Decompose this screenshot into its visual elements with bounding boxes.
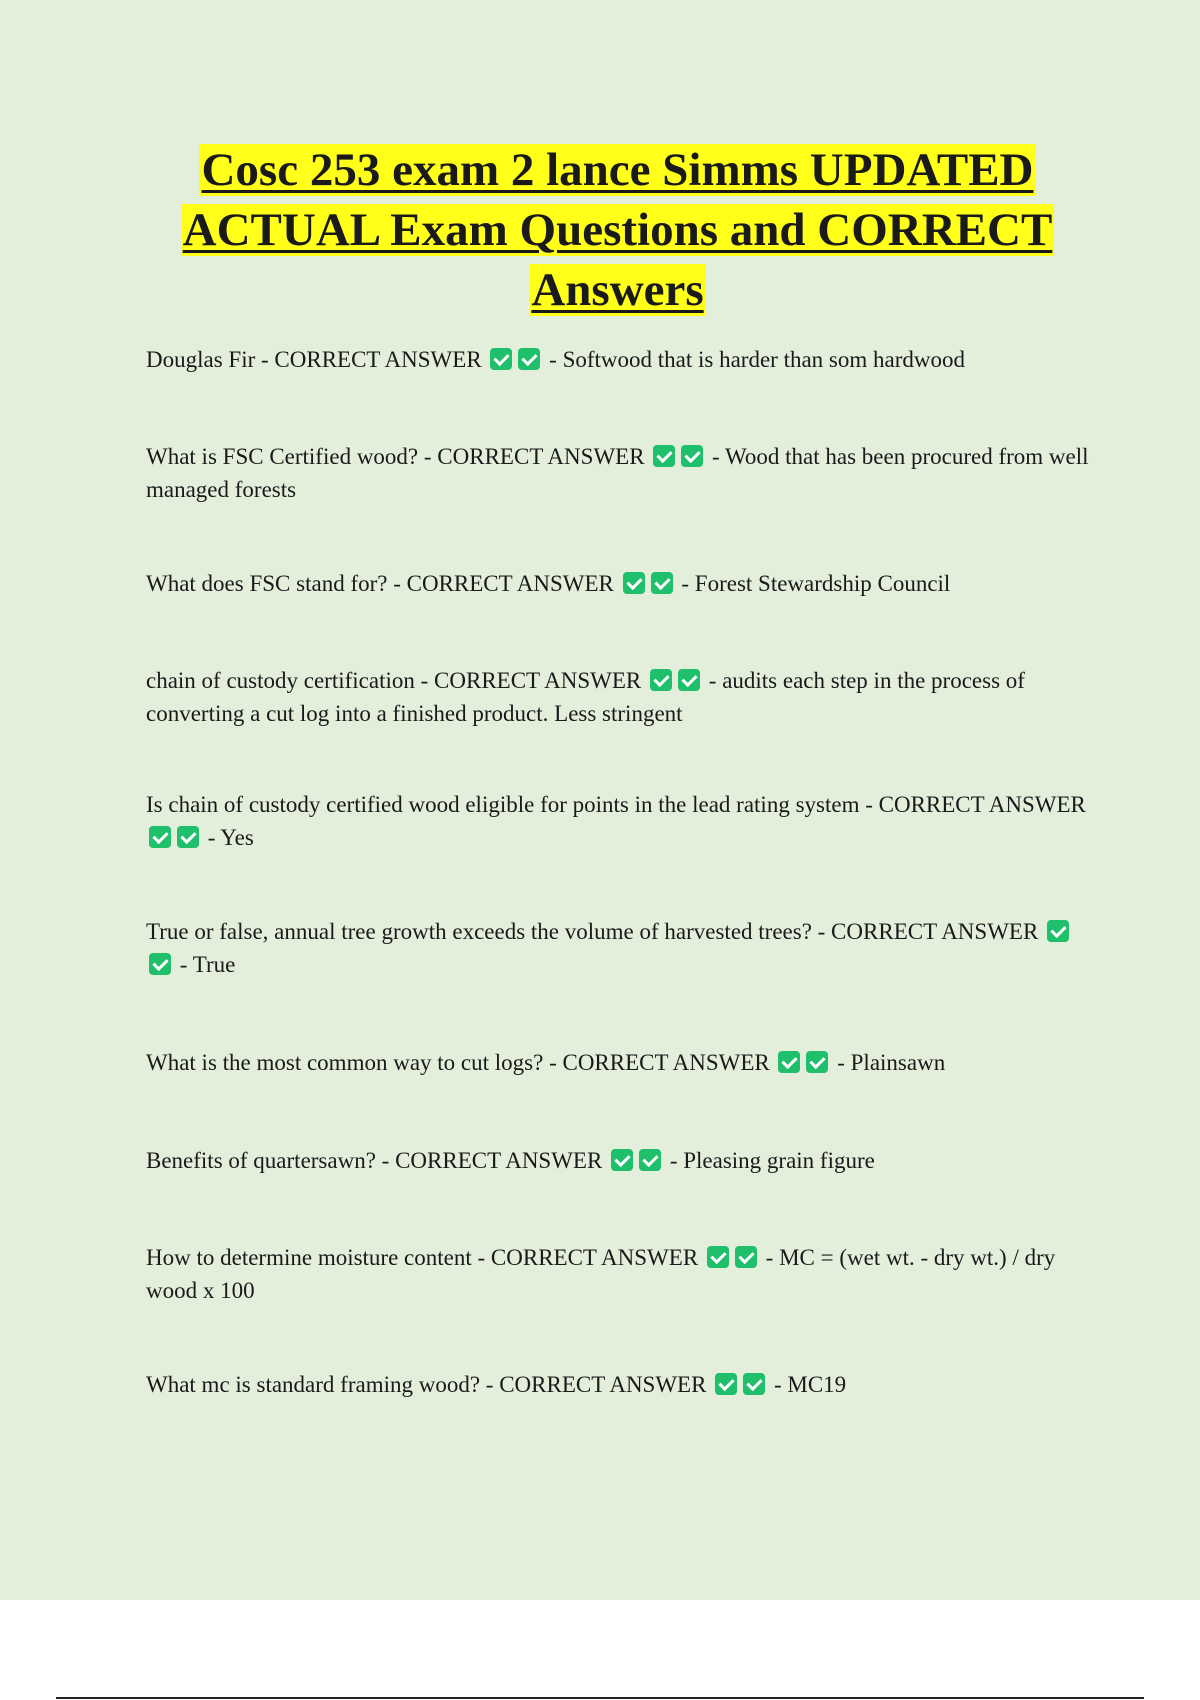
qa-item <box>146 1241 1096 1307</box>
qa-item <box>146 664 1096 730</box>
qa-item <box>146 343 1096 376</box>
check-mark-icon <box>806 1051 828 1073</box>
check-mark-icon <box>743 1373 765 1395</box>
check-mark-icon <box>715 1373 737 1395</box>
question-text: chain of custody certification - CORRECT ANSWER <box>146 668 642 693</box>
qa-item <box>146 915 1096 981</box>
title-line-1: Cosc 253 exam 2 lance Simms UPDATED <box>201 144 1034 196</box>
answer-text: - Yes <box>207 825 254 850</box>
qa-item <box>146 788 1096 854</box>
qa-item <box>146 567 1096 600</box>
answer-text: - Plainsawn <box>837 1050 946 1075</box>
check-mark-icon <box>611 1149 633 1171</box>
check-mark-icon <box>735 1246 757 1268</box>
question-text: What does FSC stand for? - CORRECT ANSWER <box>146 571 614 596</box>
question-text: Is chain of custody certified wood eligible for points in the lead rating system - CORRECT ANSWER <box>146 792 1086 817</box>
question-text: What is FSC Certified wood? - CORRECT ANSWER <box>146 444 645 469</box>
qa-item <box>146 1368 1096 1401</box>
check-mark-icon <box>177 826 199 848</box>
answer-text: - Wood that has been procured from well managed forests <box>146 444 1089 502</box>
answer-text: - audits each step in the process of converting a cut log into a finished product. Less stringent <box>146 668 1025 726</box>
question-text: How to determine moisture content - CORRECT ANSWER <box>146 1245 699 1270</box>
question-text: Benefits of quartersawn? - CORRECT ANSWER <box>146 1148 603 1173</box>
check-mark-icon <box>149 826 171 848</box>
answer-text: - Pleasing grain figure <box>669 1148 875 1173</box>
check-mark-icon <box>778 1051 800 1073</box>
qa-item <box>146 440 1096 506</box>
answer-text: - Forest Stewardship Council <box>681 571 951 596</box>
question-text: What is the most common way to cut logs? - CORRECT ANSWER <box>146 1050 770 1075</box>
check-mark-icon <box>623 572 645 594</box>
check-mark-icon <box>650 669 672 691</box>
page-divider <box>56 1697 1144 1699</box>
qa-item <box>146 1144 1096 1177</box>
answer-text: - MC = (wet wt. - dry wt.) / dry wood x 100 <box>146 1245 1056 1303</box>
check-mark-icon <box>149 953 171 975</box>
document-title <box>120 140 1115 320</box>
title-line-2: ACTUAL Exam Questions and CORRECT <box>182 204 1053 256</box>
check-mark-icon <box>707 1246 729 1268</box>
qa-item <box>146 1046 1096 1079</box>
check-mark-icon <box>651 572 673 594</box>
check-mark-icon <box>678 669 700 691</box>
answer-text: - Softwood that is harder than som hardwood <box>549 347 965 372</box>
answer-text: - MC19 <box>773 1372 847 1397</box>
title-line-3: Answers <box>531 264 704 316</box>
answer-text: - True <box>179 952 236 977</box>
check-mark-icon <box>490 348 512 370</box>
check-mark-icon <box>653 445 675 467</box>
question-text: True or false, annual tree growth exceeds the volume of harvested trees? - CORRECT ANSWER <box>146 919 1039 944</box>
question-text: Douglas Fir - CORRECT ANSWER <box>146 347 482 372</box>
question-text: What mc is standard framing wood? - CORRECT ANSWER <box>146 1372 707 1397</box>
check-mark-icon <box>681 445 703 467</box>
check-mark-icon <box>1047 920 1069 942</box>
check-mark-icon <box>518 348 540 370</box>
check-mark-icon <box>639 1149 661 1171</box>
